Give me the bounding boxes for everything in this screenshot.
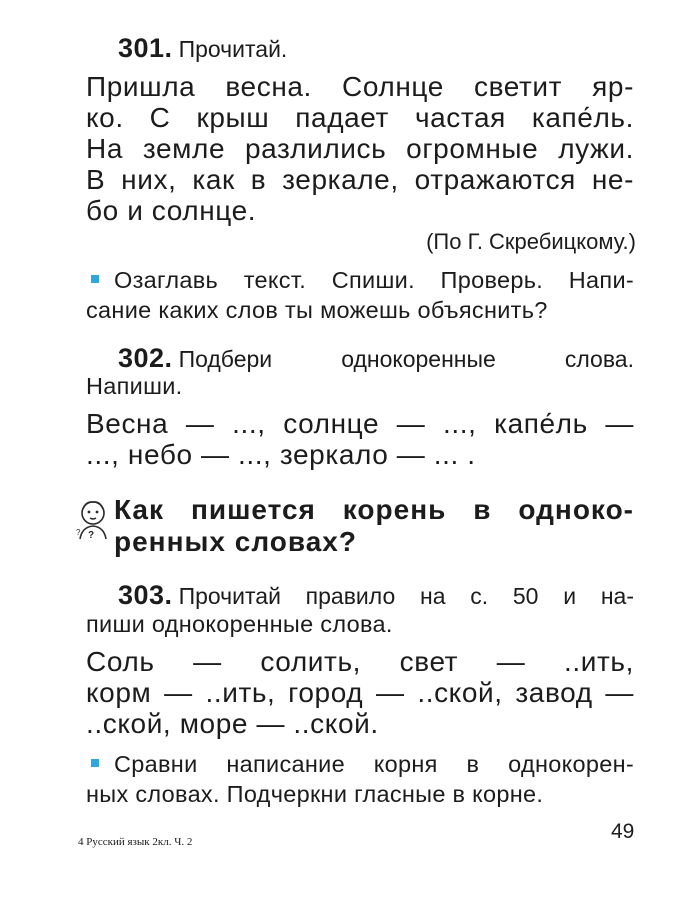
print-signature: 4 Русский язык 2кл. Ч. 2 <box>78 836 193 848</box>
page-number: 49 <box>611 820 635 843</box>
exercise-number: 302. <box>118 343 173 373</box>
exercise-instruction: пиши однокоренные слова. <box>86 611 393 637</box>
task-line: Сравни написание корня в однокорен- <box>114 751 634 777</box>
exercise-number: 303. <box>118 580 173 610</box>
exercise-302-heading <box>118 343 634 374</box>
task-bullet-icon <box>91 275 99 283</box>
exercise-instruction: Напиши. <box>86 373 183 399</box>
topic-heading-line: Как пишется корень в однoко- <box>114 494 634 525</box>
text-line: На земле разлились огромные лужи. <box>86 133 634 164</box>
thinking-child-icon <box>74 497 112 541</box>
exercise-instruction: Подбери однокоренные слова. <box>178 346 634 372</box>
text-line: ..ской, море — ..ской. <box>86 708 379 739</box>
text-line: Соль — солить, свет — ..ить, <box>86 646 634 677</box>
topic-heading-line: ренных словах? <box>114 526 357 557</box>
svg-text:?: ? <box>88 530 95 541</box>
svg-text:?: ? <box>76 528 81 537</box>
text-line: Пришла весна. Солнце светит яр- <box>86 71 634 102</box>
task-line: ных словах. Подчеркни гласные в корне. <box>86 781 544 807</box>
text-line: ко. С крыш падает частая капе́ль. <box>86 102 634 133</box>
task-bullet-icon <box>91 759 99 767</box>
task-line: сание каких слов ты можешь объяснить? <box>86 297 548 323</box>
attribution: (По Г. Скребицкому.) <box>426 229 636 254</box>
exercise-instruction: Прочитай правило на с. 50 и на- <box>178 583 634 609</box>
task-line: Озаглавь текст. Спиши. Проверь. Напи- <box>114 267 634 293</box>
exercise-303-heading <box>118 580 634 611</box>
exercise-number: 301. <box>118 33 173 63</box>
text-line: бо и солнце. <box>86 195 257 226</box>
text-line: ..., небо — ..., зеркало — ... . <box>86 439 476 470</box>
text-line: В них, как в зеркале, отражаются не- <box>86 164 634 195</box>
exercise-instruction: Прочитай. <box>178 36 288 62</box>
exercise-301-heading <box>118 33 287 64</box>
text-line: корм — ..ить, город — ..ской, завод — <box>86 677 634 708</box>
text-line: Весна — ..., солнце — ..., капе́ль — <box>86 408 634 439</box>
